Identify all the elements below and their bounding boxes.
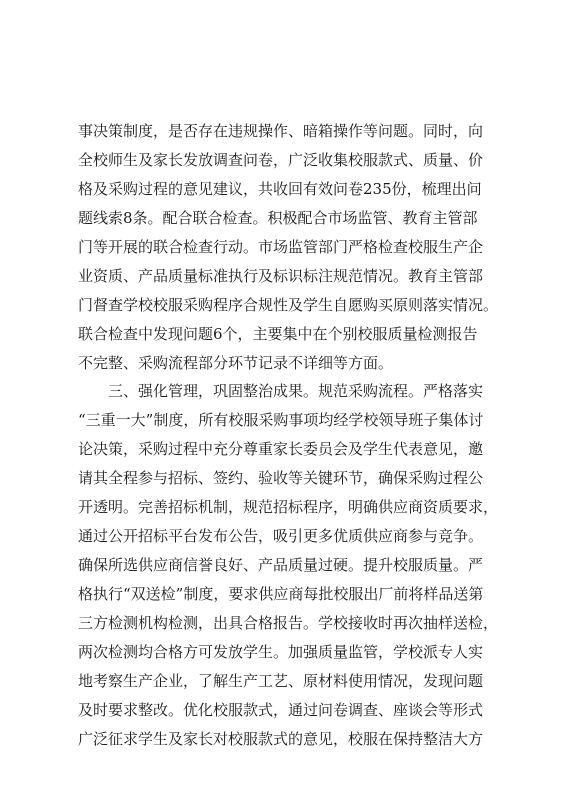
- text-line: 门督查学校校服采购程序合规性及学生自愿购买原则落实情况。: [78, 295, 498, 314]
- text-line: 不完整、采购流程部分环节记录不详细等方面。: [78, 353, 394, 372]
- text-line: “三重一大”制度，所有校服采购事项均经学校领导班子集体讨: [78, 411, 484, 430]
- text-line: 题线索8条。配合联合检查。积极配合市场监管、教育主管部: [78, 208, 478, 227]
- text-line: 开透明。完善招标机制，规范招标程序，明确供应商资质要求，: [78, 498, 498, 517]
- text-line: 业资质、产品质量标准执行及标识标注规范情况。教育主管部: [78, 266, 484, 285]
- text-line: 事决策制度，是否存在违规操作、暗箱操作等问题。同时，向: [78, 122, 484, 140]
- text-line: 全校师生及家长发放调查问卷，广泛收集校服款式、质量、价: [78, 150, 484, 169]
- text-line: 联合检查中发现问题6个，主要集中在个别校服质量检测报告: [78, 324, 478, 343]
- text-line: 广泛征求学生及家长对校服款式的意见，校服在保持整洁大方: [78, 729, 484, 748]
- body-text: [78, 117, 498, 754]
- text-line: 格执行“双送检”制度，要求供应商每批校服出厂前将样品送第: [78, 585, 484, 603]
- text-line: 确保所选供应商信誉良好、产品质量过硬。提升校服质量。严: [78, 556, 484, 575]
- text-line: 门等开展的联合检查行动。市场监管部门严格检查校服生产企: [78, 237, 484, 256]
- text-line: 两次检测均合格方可发放学生。加强质量监管，学校派专人实: [78, 642, 484, 661]
- text-line: 通过公开招标平台发布公告，吸引更多优质供应商参与竞争。: [78, 527, 484, 546]
- text-line: 格及采购过程的意见建议，共收回有效问卷235份，梳理出问: [78, 179, 482, 198]
- text-line: 论决策，采购过程中充分尊重家长委员会及学生代表意见，邀: [78, 440, 484, 459]
- text-line: 三方检测机构检测，出具合格报告。学校接收时再次抽样送检，: [78, 613, 498, 632]
- text-line: 请其全程参与招标、签约、验收等关键环节，确保采购过程公: [78, 469, 484, 488]
- section-heading-line: 三、强化管理，巩固整治成果。规范采购流程。严格落实: [78, 382, 484, 401]
- text-line: 及时要求整改。优化校服款式，通过问卷调查、座谈会等形式: [78, 700, 484, 719]
- text-line: 地考察生产企业，了解生产工艺、原材料使用情况，发现问题: [78, 671, 484, 690]
